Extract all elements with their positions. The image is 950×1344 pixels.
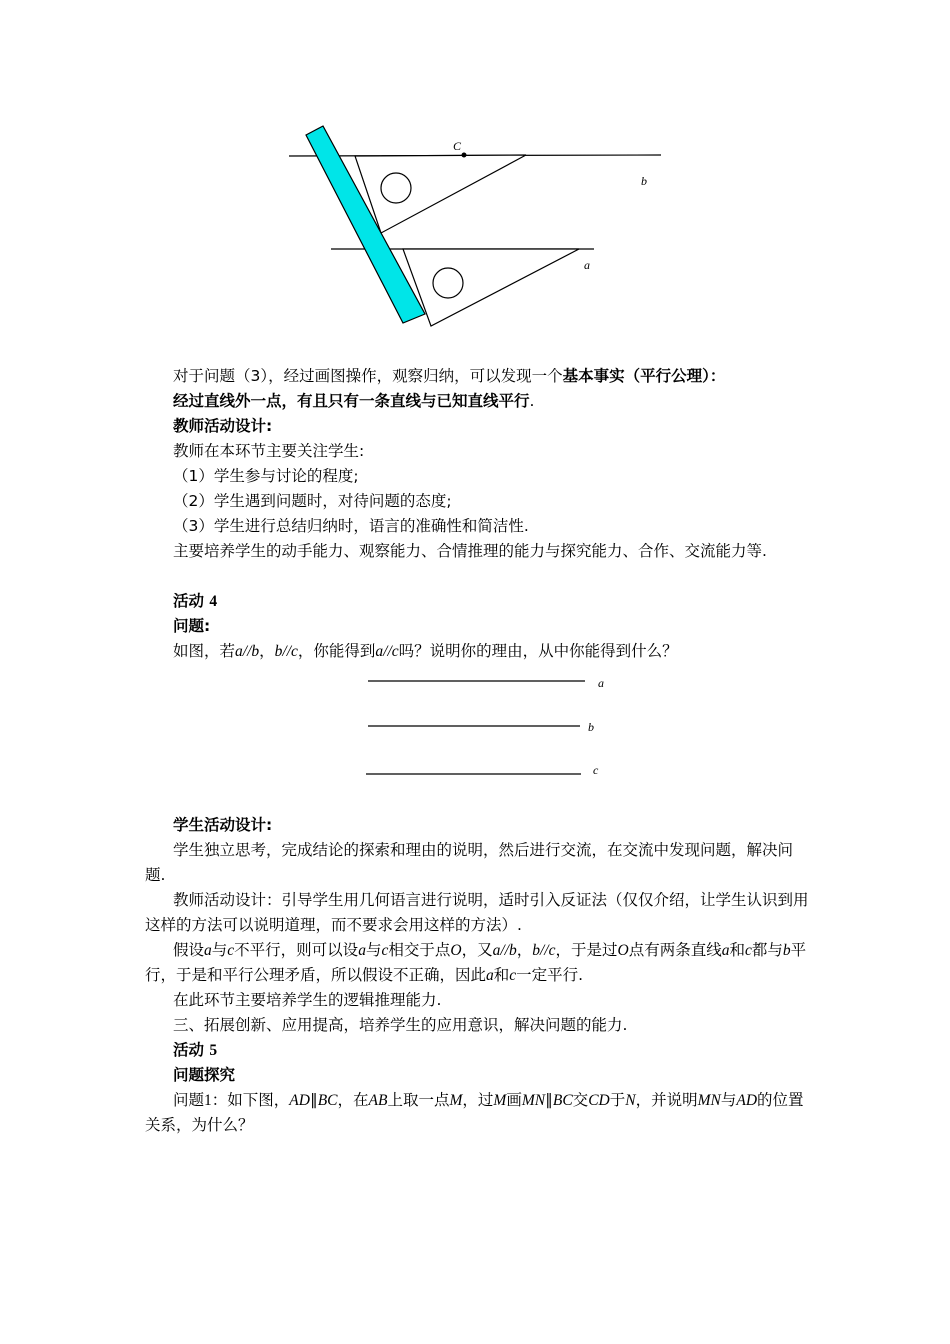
teacher-item-1: （1）学生参与讨论的程度; — [173, 467, 359, 485]
label-a2: a — [598, 676, 604, 690]
teacher-item-2: （2）学生遇到问题时，对待问题的态度; — [173, 492, 452, 510]
label-c: C — [453, 139, 462, 153]
parallel-axiom: 经过直线外一点，有且只有一条直线与已知直线平行. — [173, 392, 535, 410]
label-c2: c — [593, 763, 599, 777]
teacher-intro: 教师在本环节主要关注学生: — [173, 442, 365, 460]
student-paragraph: 学生独立思考，完成结论的探索和理由的说明，然后进行交流，在交流中发现问题，解决问题. — [145, 841, 794, 884]
question-heading: 问题: — [173, 617, 211, 635]
student-heading: 学生活动设计: — [173, 816, 273, 834]
activity-5-heading: 活动 5 — [173, 1041, 218, 1059]
label-b: b — [641, 174, 647, 188]
teacher-heading: 教师活动设计: — [173, 417, 273, 435]
label-b2: b — [588, 720, 594, 734]
problem-1: 问题1：如下图，AD∥BC，在AB上取一点M，过M画MN∥BC交CD于N，并说明MN与AD的位置关系，为什么？ — [145, 1091, 804, 1134]
teacher-item-3: （3）学生进行总结归纳时，语言的准确性和简洁性. — [173, 517, 529, 535]
ability-paragraph: 主要培养学生的动手能力、观察能力、合情推理的能力与探究能力、合作、交流能力等. — [173, 542, 767, 560]
paragraph-conclusion: 对于问题（3），经过画图操作，观察归纳，可以发现一个基本事实（平行公理）： — [173, 367, 726, 385]
question-text: 如图，若a//b，b//c，你能得到a//c吗？说明你的理由，从中你能得到什么？ — [173, 642, 678, 660]
label-a: a — [584, 258, 590, 272]
logic-paragraph: 在此环节主要培养学生的逻辑推理能力. — [173, 991, 442, 1009]
explore-heading: 问题探究 — [173, 1066, 236, 1084]
proof-paragraph: 假设a与c不平行，则可以设a与c相交于点O，又a//b，b//c，于是过O点有两条直线a和c都与b平行，于是和平行公理矛盾，所以假设不正确，因此a和c一定平行. — [145, 941, 807, 984]
activity-4-heading: 活动 4 — [173, 592, 218, 610]
teacher-design-paragraph: 教师活动设计：引导学生用几何语言进行说明，适时引入反证法（仅仅介绍，让学生认识到用这样的方法可以说明道理，而不要求会用这样的方法）. — [145, 891, 809, 934]
section-three: 三、拓展创新、应用提高，培养学生的应用意识，解决问题的能力. — [173, 1016, 628, 1034]
